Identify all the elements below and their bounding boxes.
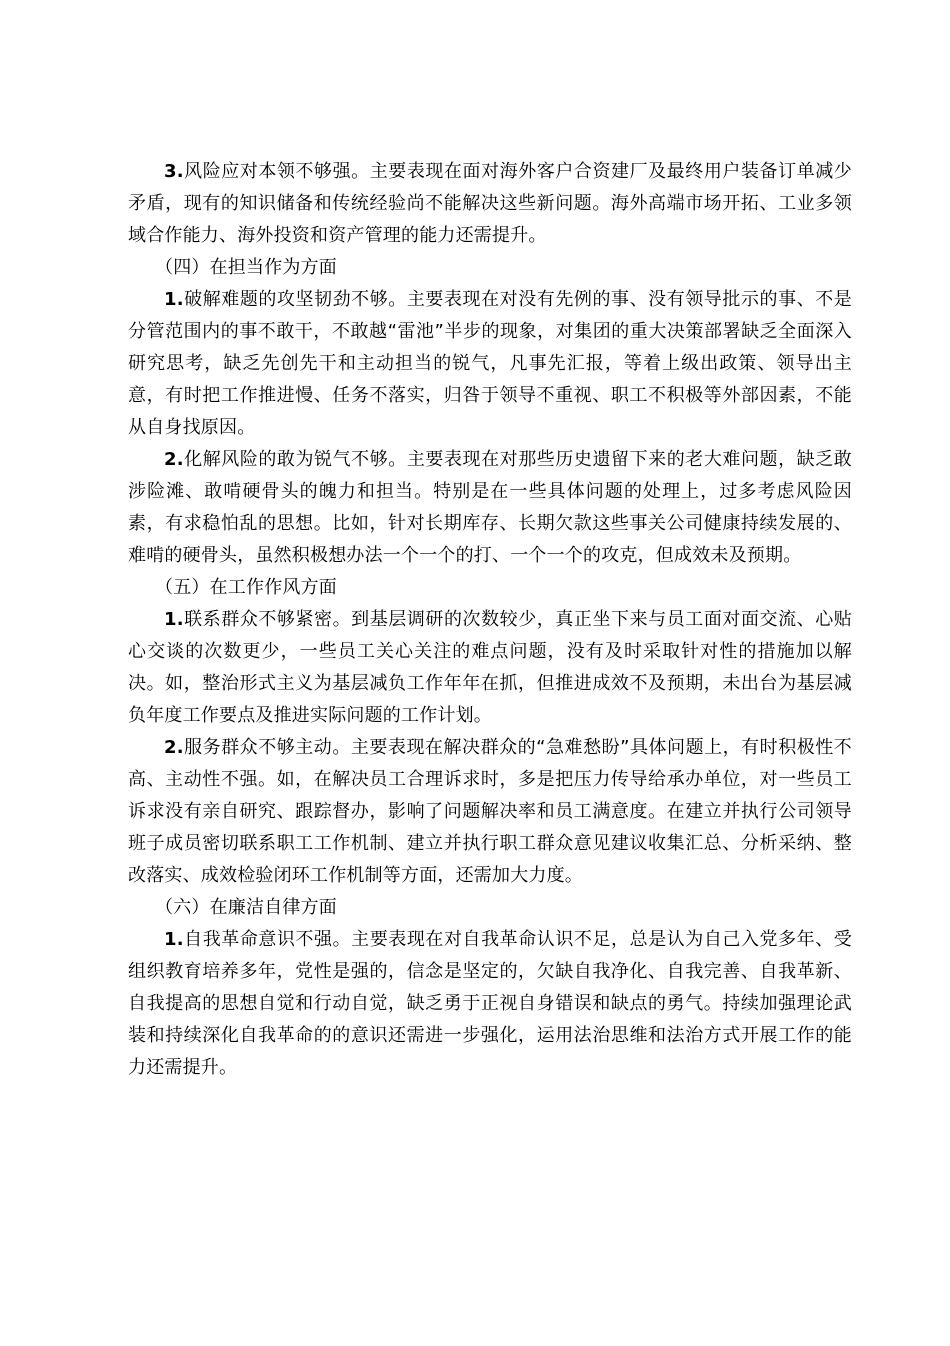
paragraph-contact-masses — [128, 604, 852, 732]
section-heading-4: （四）在担当作为方面 — [155, 257, 337, 278]
section-heading-6: （六）在廉洁自律方面 — [155, 897, 337, 918]
item-number: 1. — [164, 609, 184, 630]
paragraph-serve-masses — [128, 732, 852, 892]
paragraph-text: 风险应对本领不够强。主要表现在面对海外客户合资建厂及最终用户装备订单减少矛盾，现有的知识储备和传统经验尚不能解决这些新问题。海外高端市场开拓、工业多领域合作能力、海外投资和资产管理的能力还需提升。 — [128, 161, 852, 246]
paragraph-text: 自我革命意识不强。主要表现在对自我革命认识不足，总是认为自己入党多年、受组织教育培养多年，党性是强的，信念是坚定的，欠缺自我净化、自我完善、自我革新、自我提高的思想自觉和行动自觉，缺乏勇于正视自身错误和缺点的勇气。持续加强理论武装和持续深化自我革命的的意识还需进一步强化，运用法治思维和法治方式开展工作的能力还需提升。 — [128, 929, 852, 1078]
item-number: 3. — [164, 161, 184, 182]
item-number: 1. — [164, 929, 184, 950]
item-number: 1. — [164, 289, 184, 310]
paragraph-text: 化解风险的敢为锐气不够。主要表现在对那些历史遗留下来的老大难问题，缺乏敢涉险滩、敢啃硬骨头的魄力和担当。特别是在一些具体问题的处理上，过多考虑风险因素，有求稳怕乱的思想。比如，针对长期库存、长期欠款这些事关公司健康持续发展的、难啃的硬骨头，虽然积极想办法一个一个的打、一个一个的攻克，但成效未及预期。 — [128, 449, 852, 566]
paragraph-text: 破解难题的攻坚韧劲不够。主要表现在对没有先例的事、没有领导批示的事、不是分管范围内的事不敢干，不敢越“雷池”半步的现象，对集团的重大决策部署缺乏全面深入研究思考，缺乏先创先干和主动担当的锐气，凡事先汇报，等着上级出政策、领导出主意，有时把工作推进慢、任务不落实，归咎于领导不重视、职工不积极等外部因素，不能从自身找原因。 — [128, 289, 852, 438]
document-page — [128, 156, 852, 1084]
item-number: 2. — [164, 449, 184, 470]
item-number: 2. — [164, 737, 184, 758]
paragraph-self-revolution — [128, 924, 852, 1084]
section-heading-5: （五）在工作作风方面 — [155, 577, 337, 598]
paragraph-risk-response — [128, 156, 852, 252]
paragraph-text: 联系群众不够紧密。到基层调研的次数较少，真正坐下来与员工面对面交流、心贴心交谈的次数更少，一些员工关心关注的难点问题，没有及时采取针对性的措施加以解决。如，整治形式主义为基层减负工作年年在抓，但推进成效不及预期，未出台为基层减负年度工作要点及推进实际问题的工作计划。 — [128, 609, 852, 726]
paragraph-resolving-risks — [128, 444, 852, 572]
paragraph-tackling-problems — [128, 284, 852, 444]
paragraph-text: 服务群众不够主动。主要表现在解决群众的“急难愁盼”具体问题上，有时积极性不高、主动性不强。如，在解决员工合理诉求时，多是把压力传导给承办单位，对一些员工诉求没有亲自研究、跟踪督办，影响了问题解决率和员工满意度。在建立并执行公司领导班子成员密切联系职工工作机制、建立并执行职工群众意见建议收集汇总、分析采纳、整改落实、成效检验闭环工作机制等方面，还需加大力度。 — [128, 737, 852, 886]
